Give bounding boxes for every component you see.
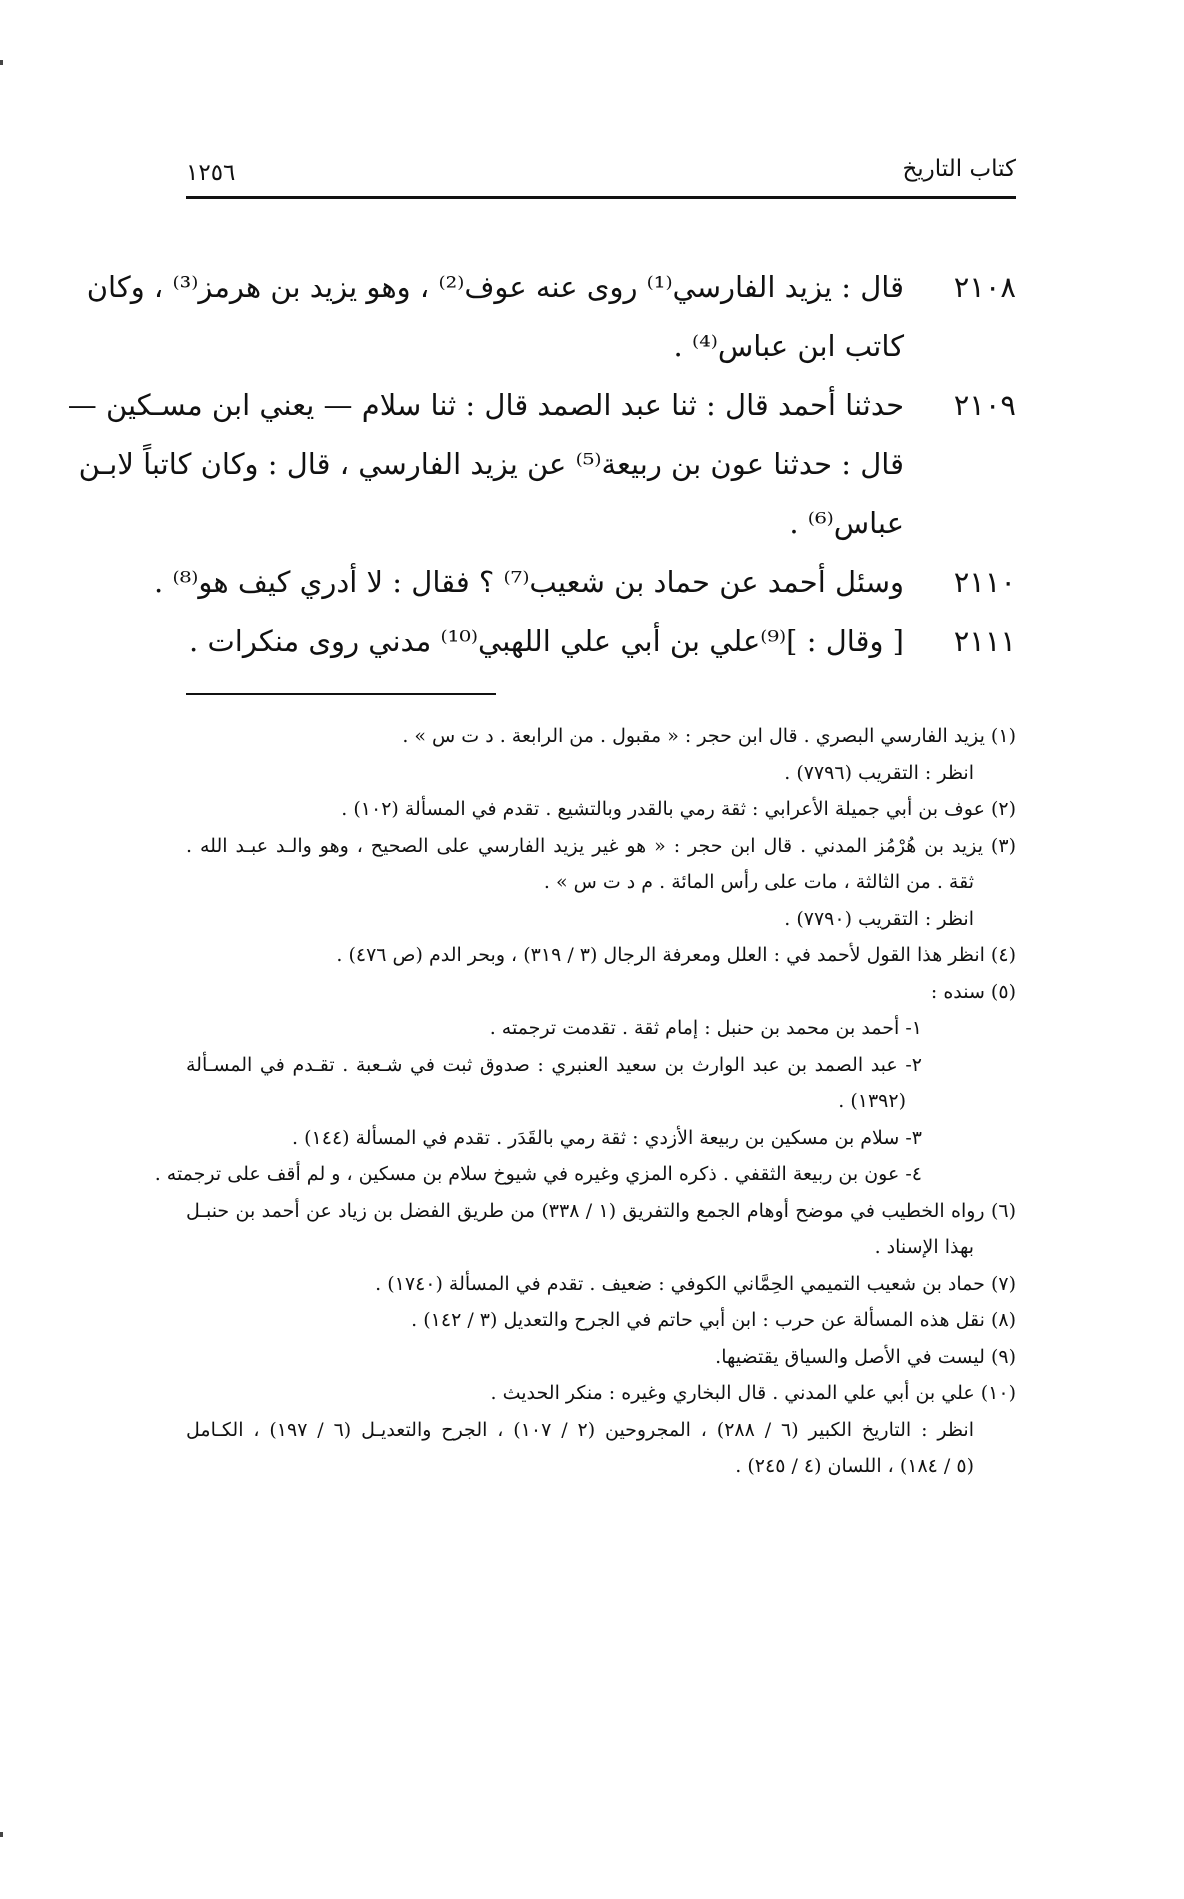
main-text [67, 258, 1016, 671]
entry-line: [ وقال : ]⁽⁹⁾علي بن أبي علي اللهبي⁽¹⁰⁾ مدني روى منكرات . [189, 624, 904, 658]
entry-2108 [86, 258, 1016, 376]
entry-2111 [186, 612, 1016, 671]
footnote-line: انظر : التاريخ الكبير (٦ / ٢٨٨) ، المجروحين (٢ / ١٠٧) ، الجرح والتعديـل (٦ / ١٩٧) ، الكـامل [186, 1418, 974, 1441]
footnote-line: (٩) ليست في الأصل والسياق يقتضيها. [715, 1345, 1016, 1368]
footnote-line: ثقة . من الثالثة ، مات على رأس المائة . م د ت س » . [543, 871, 974, 893]
footnote-line: (١٣٩٢) . [838, 1090, 906, 1112]
entry-line: قال : حدثنا عون بن ربيعة⁽⁵⁾ عن يزيد الفارسي ، قال : وكان كاتباً لابـن [78, 447, 904, 481]
footnotes [154, 718, 1017, 1485]
entry-number: ٢١١١ [953, 624, 1016, 658]
footnote-line: انظر : التقريب (٧٧٩٠) . [784, 907, 974, 930]
book-title: كتاب التاريخ [902, 156, 1016, 182]
entry-2110 [154, 553, 1016, 612]
header-rule [186, 196, 1016, 199]
running-header [186, 152, 1016, 192]
footnote-line: انظر : التقريب (٧٧٩٦) . [784, 761, 974, 784]
footnote-separator [186, 693, 496, 695]
footnote-line: ٢- عبد الصمد بن عبد الوارث بن سعيد العنبري : صدوق ثبت في شـعبة . تقـدم في المسـألة [186, 1053, 922, 1076]
footnote-line: (١) يزيد الفارسي البصري . قال ابن حجر : « مقبول . من الرابعة . د ت س » . [402, 725, 1016, 747]
footnote-line: (١٠) علي بن أبي علي المدني . قال البخاري وغيره : منكر الحديث . [490, 1382, 1016, 1404]
footnote-line: ٣- سلام بن مسكين بن ربيعة الأزدي : ثقة رمي بالقَدَر . تقدم في المسألة (١٤٤) . [292, 1126, 922, 1149]
footnote-line: (٧) حماد بن شعيب التميمي الحِمَّاني الكوفي : ضعيف . تقدم في المسألة (١٧٤٠) . [375, 1272, 1016, 1295]
footnote-line: (٥ / ١٨٤) ، اللسان (٤ / ٢٤٥) . [735, 1455, 974, 1477]
entry-number: ٢١٠٩ [953, 388, 1016, 422]
entry-2109 [67, 376, 1016, 553]
footnote-line: (٦) رواه الخطيب في موضح أوهام الجمع والتفريق (١ / ٣٣٨) من طريق الفضل بن زياد عن أحمد بن حنبـل [186, 1199, 1017, 1222]
footnote-line: (٥) سنده : [930, 980, 1016, 1003]
entry-number: ٢١١٠ [953, 565, 1016, 599]
footnote-line: (٢) عوف بن أبي جميلة الأعرابي : ثقة رمي بالقدر وبالتشيع . تقدم في المسألة (١٠٢) . [341, 798, 1016, 820]
footnote-line: (٨) نقل هذه المسألة عن حرب : ابن أبي حاتم في الجرح والتعديل (٣ / ١٤٢) . [411, 1309, 1016, 1331]
page-number: ١٢٥٦ [186, 160, 236, 186]
footnote-line: ١- أحمد بن محمد بن حنبل : إمام ثقة . تقدمت ترجمته . [489, 1017, 922, 1039]
entry-line: وسئل أحمد عن حماد بن شعيب⁽⁷⁾ ؟ فقال : لا أدري كيف هو⁽⁸⁾ . [154, 565, 904, 599]
entry-number: ٢١٠٨ [953, 270, 1016, 304]
footnote-line: ٤- عون بن ربيعة الثقفي . ذكره المزي وغيره في شيوخ سلام بن مسكين ، و لم أقف على ترجمته . [154, 1163, 922, 1185]
page-edge-mark [0, 60, 3, 65]
footnote-line: بهذا الإسناد . [874, 1236, 974, 1258]
page-edge-mark [0, 1832, 3, 1837]
entry-line: حدثنا أحمد قال : ثنا عبد الصمد قال : ثنا سلام — يعني ابن مسـكين — [67, 388, 904, 422]
entry-line: عباس⁽⁶⁾ . [789, 506, 904, 540]
footnote-line: (٣) يزيد بن هُرْمُز المدني . قال ابن حجر : « هو غير يزيد الفارسي على الصحيح ، وهو والـد عبـد الله . [186, 834, 1016, 857]
entry-line: كاتب ابن عباس⁽⁴⁾ . [673, 329, 904, 363]
footnote-line: (٤) انظر هذا القول لأحمد في : العلل ومعرفة الرجال (٣ / ٣١٩) ، وبحر الدم (ص ٤٧٦) . [336, 944, 1016, 966]
entry-line: قال : يزيد الفارسي⁽¹⁾ روى عنه عوف⁽²⁾ ، وهو يزيد بن هرمز⁽³⁾ ، وكان [86, 270, 904, 304]
